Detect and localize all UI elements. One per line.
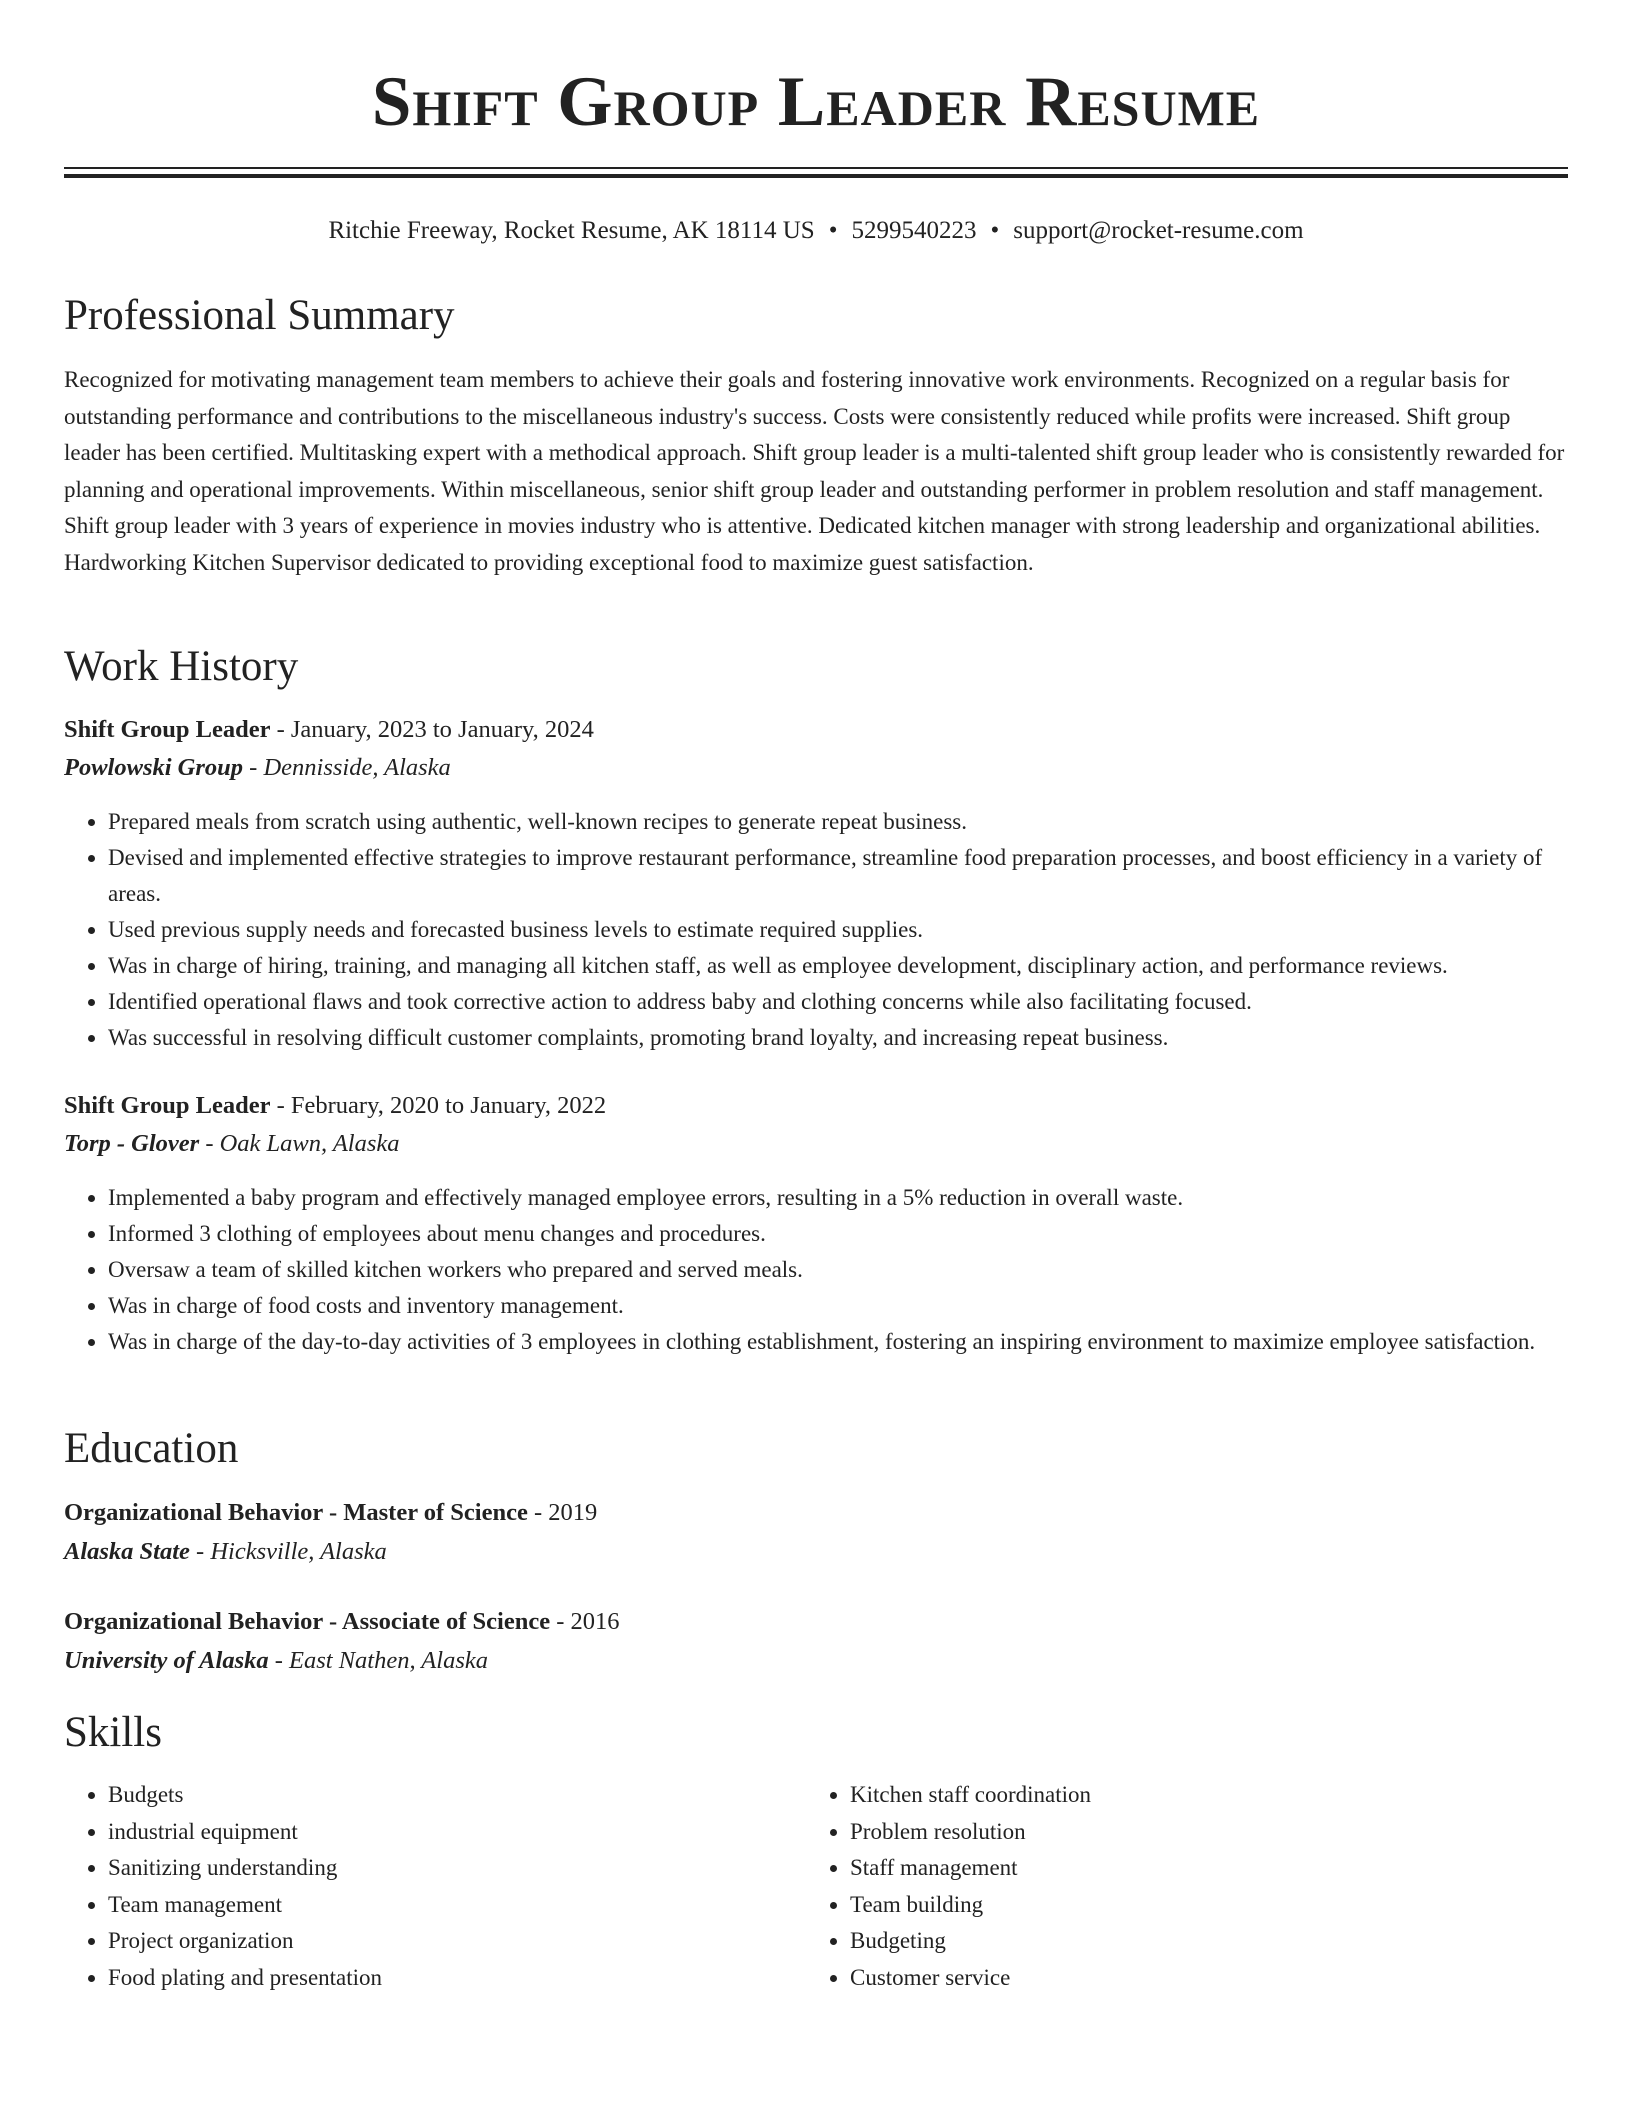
education-school-line bbox=[64, 1643, 1568, 1679]
list-item: • Prepared meals from scratch using authentic, well-known recipes to generate repeat business. bbox=[108, 804, 1568, 840]
section-heading-education: Education bbox=[64, 1425, 239, 1472]
job-dates: - February, 2020 to January, 2022 bbox=[270, 1092, 607, 1119]
skill-item: • Customer service bbox=[850, 1960, 1506, 1997]
resume-title: Shift Group Leader Resume bbox=[371, 63, 1261, 141]
skills-list-left bbox=[64, 1777, 764, 1996]
list-item: • Devised and implemented effective strategies to improve restaurant performance, streamline food preparation processes, and boost efficiency in a variety of areas. bbox=[108, 840, 1568, 912]
list-item: • Identified operational flaws and took corrective action to address baby and clothing concerns while also facilitating focused. bbox=[108, 984, 1568, 1020]
job-company-line bbox=[64, 750, 1568, 786]
skill-item: • industrial equipment bbox=[108, 1814, 764, 1851]
education-year: - 2019 bbox=[527, 1499, 598, 1526]
education-header bbox=[64, 1604, 1568, 1640]
job-role: Shift Group Leader bbox=[64, 1092, 271, 1119]
job-role: Shift Group Leader bbox=[64, 716, 271, 743]
contact-email: support@rocket-resume.com bbox=[1013, 217, 1304, 244]
list-item: • Used previous supply needs and forecasted business levels to estimate required supplies. bbox=[108, 912, 1568, 948]
skill-item: • Team management bbox=[108, 1887, 764, 1924]
education-degree: Organizational Behavior - Associate of Science bbox=[64, 1608, 551, 1635]
list-item: • Was in charge of food costs and inventory management. bbox=[108, 1288, 1568, 1324]
list-item: • Informed 3 clothing of employees about menu changes and procedures. bbox=[108, 1216, 1568, 1252]
list-item: • Was in charge of the day-to-day activities of 3 employees in clothing establishment, fostering an inspiring environment to maximize employee satisfaction. bbox=[108, 1324, 1568, 1360]
title-divider-thin bbox=[64, 167, 1568, 169]
education-year: - 2016 bbox=[550, 1608, 620, 1635]
section-heading-work: Work History bbox=[64, 643, 299, 690]
section-heading-summary: Professional Summary bbox=[64, 292, 455, 339]
job-dates: - January, 2023 to January, 2024 bbox=[270, 716, 594, 743]
title-divider-thick bbox=[64, 174, 1568, 178]
job-company: Powlowski Group bbox=[64, 754, 244, 781]
job-header bbox=[64, 712, 1568, 748]
skill-item: • Food plating and presentation bbox=[108, 1960, 764, 1997]
contact-phone: 5299540223 bbox=[851, 217, 977, 244]
education-school: Alaska State bbox=[64, 1538, 190, 1565]
skill-item: • Team building bbox=[850, 1887, 1506, 1924]
job-company: Torp - Glover bbox=[64, 1130, 200, 1157]
education-header bbox=[64, 1495, 1568, 1531]
contact-separator: • bbox=[828, 217, 838, 244]
skill-item: • Staff management bbox=[850, 1850, 1506, 1887]
summary-text: Recognized for motivating management team members to achieve their goals and fostering innovative work environments. Recognized on a regular basis for outstanding performance and contributions to the miscellaneous industry's success. Costs were consistently reduced while profits were increased. Shift group leader has been certified. Multitasking expert with a methodical approach. Shift group leader is a multi-talented shift group leader who is consistently rewarded for planning and operational improvements. Within miscellaneous, senior shift group leader and outstanding performer in problem resolution and staff management. Shift group leader with 3 years of experience in movies industry who is attentive. Dedicated kitchen manager with strong leadership and organizational abilities. Hardworking Kitchen Supervisor dedicated to providing exceptional food to maximize guest satisfaction. bbox=[64, 367, 1565, 575]
education-degree: Organizational Behavior - Master of Science bbox=[64, 1499, 528, 1526]
skill-item: • Sanitizing understanding bbox=[108, 1850, 764, 1887]
skill-item: • Kitchen staff coordination bbox=[850, 1777, 1506, 1814]
contact-address: Ritchie Freeway, Rocket Resume, AK 18114 US bbox=[328, 217, 815, 244]
job-company-line bbox=[64, 1126, 1568, 1162]
job-location: - Oak Lawn, Alaska bbox=[199, 1130, 400, 1157]
education-school: University of Alaska bbox=[64, 1647, 269, 1674]
list-item: • Implemented a baby program and effectively managed employee errors, resulting in a 5% reduction in overall waste. bbox=[108, 1180, 1568, 1216]
job-bullets bbox=[64, 1180, 1568, 1360]
job-header bbox=[64, 1088, 1568, 1124]
section-heading-skills: Skills bbox=[64, 1709, 162, 1756]
job-location: - Dennisside, Alaska bbox=[243, 754, 451, 781]
list-item: • Oversaw a team of skilled kitchen workers who prepared and served meals. bbox=[108, 1252, 1568, 1288]
skills-list-right bbox=[806, 1777, 1506, 1996]
education-location: - East Nathen, Alaska bbox=[268, 1647, 488, 1674]
education-school-line bbox=[64, 1534, 1568, 1570]
list-item: • Was successful in resolving difficult customer complaints, promoting brand loyalty, and increasing repeat business. bbox=[108, 1020, 1568, 1056]
education-location: - Hicksville, Alaska bbox=[189, 1538, 387, 1565]
skill-item: • Budgets bbox=[108, 1777, 764, 1814]
skill-item: • Project organization bbox=[108, 1923, 764, 1960]
skill-item: • Problem resolution bbox=[850, 1814, 1506, 1851]
skill-item: • Budgeting bbox=[850, 1923, 1506, 1960]
contact-separator: • bbox=[990, 217, 1000, 244]
job-bullets bbox=[64, 804, 1568, 1056]
contact-line bbox=[64, 214, 1568, 248]
list-item: • Was in charge of hiring, training, and managing all kitchen staff, as well as employee development, disciplinary action, and performance reviews. bbox=[108, 948, 1568, 984]
